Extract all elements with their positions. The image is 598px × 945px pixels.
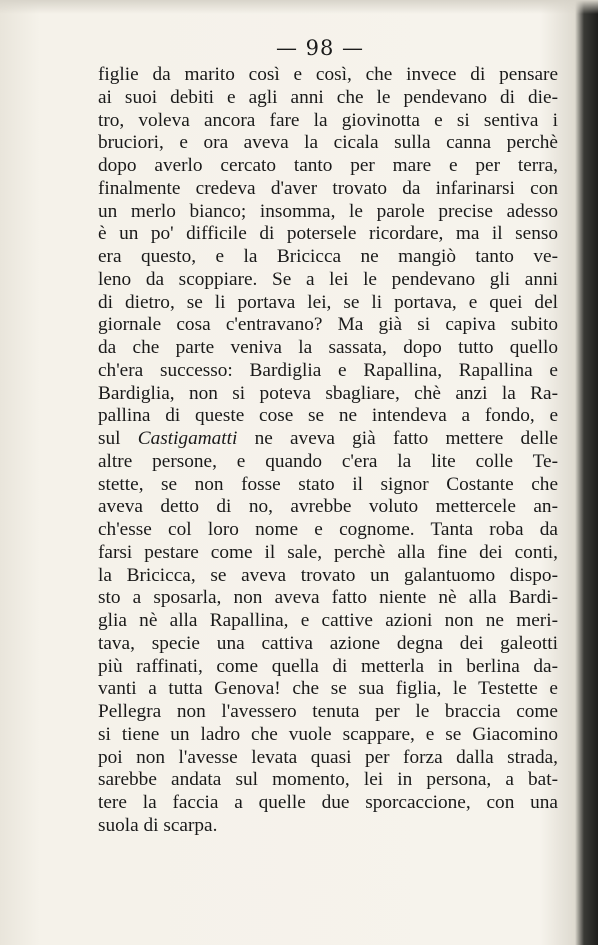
text-line: è un po' difficile di potersele ricordare, ma il senso [98, 223, 558, 245]
text-line: più raffinati, come quella di metterla in berlina da- [98, 655, 558, 677]
text-line: ai suoi debiti e agli anni che le pendevano di die- [98, 86, 558, 108]
text-line-segment: ne aveva già fatto mettere delle [237, 428, 558, 449]
text-line: stette, se non fosse stato il signor Costante che [98, 473, 558, 495]
text-line: vanti a tutta Genova! che se sua figlia, le Testette e [98, 678, 558, 700]
page-edge-shadow [0, 0, 598, 14]
text-line: glia nè alla Rapallina, e cattive azioni non ne meri- [98, 610, 558, 631]
text-line: giornale cosa c'entravano? Ma già si capiva subito [98, 314, 558, 336]
text-line: pallina di queste cose se ne intendeva a fondo, e [98, 405, 558, 427]
text-line: era questo, e la Bricicca ne mangiò tanto ve- [98, 246, 558, 267]
text-line: aveva detto di no, avrebbe voluto mettercele an- [98, 496, 558, 518]
text-line: Pellegra non l'avessero tenuta per le braccia come [98, 701, 558, 722]
text-line: la Bricicca, se aveva trovato un galantuomo dispo- [98, 564, 558, 586]
text-line: ch'era successo: Bardiglia e Rapallina, Rapallina e [98, 359, 558, 381]
text-line: sto a sposarla, non aveva fatto niente nè alla Bardi- [98, 587, 558, 609]
text-line-segment: sul [98, 428, 138, 449]
text-line: farsi pestare come il sale, perchè alla fine dei conti, [98, 541, 558, 563]
text-line: leno da scoppiare. Se a lei le pendevano gli anni [98, 268, 558, 290]
text-line: sarebbe andata sul momento, lei in persona, a bat- [98, 769, 558, 791]
text-line: si tiene un ladro che vuole scappare, e se Giacomino [98, 723, 558, 745]
text-line: Bardiglia, non si poteva sbagliare, chè anzi la Ra- [98, 382, 558, 404]
text-line: finalmente credeva d'aver trovato da infarinarsi con [98, 177, 558, 199]
body-text [98, 64, 558, 838]
text-line: tro, voleva ancora fare la giovinotta e si sentiva i [98, 109, 558, 131]
text-line: bruciori, e ora aveva la cicala sulla canna perchè [98, 132, 558, 154]
text-line: tava, specie una cattiva azione degna dei galeotti [98, 632, 558, 654]
page-number: — 98 — [275, 36, 365, 60]
text-line: da che parte veniva la sassata, dopo tutto quello [98, 337, 558, 358]
text-line [98, 428, 558, 451]
text-line: poi non l'avesse levata quasi per forza dalla strada, [98, 746, 558, 768]
text-line: figlie da marito così e così, che invece di pensare [98, 64, 558, 85]
italic-newspaper-title: Castigamatti [137, 428, 238, 449]
text-line: dopo averlo cercato tanto per mare e per terra, [98, 155, 558, 176]
text-line: suola di scarpa. [98, 814, 218, 836]
text-line: di dietro, se li portava lei, se li portava, e quei del [98, 291, 558, 313]
text-line: ch'esse col loro nome e cognome. Tanta roba da [98, 519, 558, 540]
text-line: tere la faccia a quelle due sporcaccione, con una [98, 792, 558, 813]
text-line: un merlo bianco; insomma, le parole precise adesso [98, 200, 558, 222]
text-line: altre persone, e quando c'era la lite colle Te- [98, 450, 558, 472]
